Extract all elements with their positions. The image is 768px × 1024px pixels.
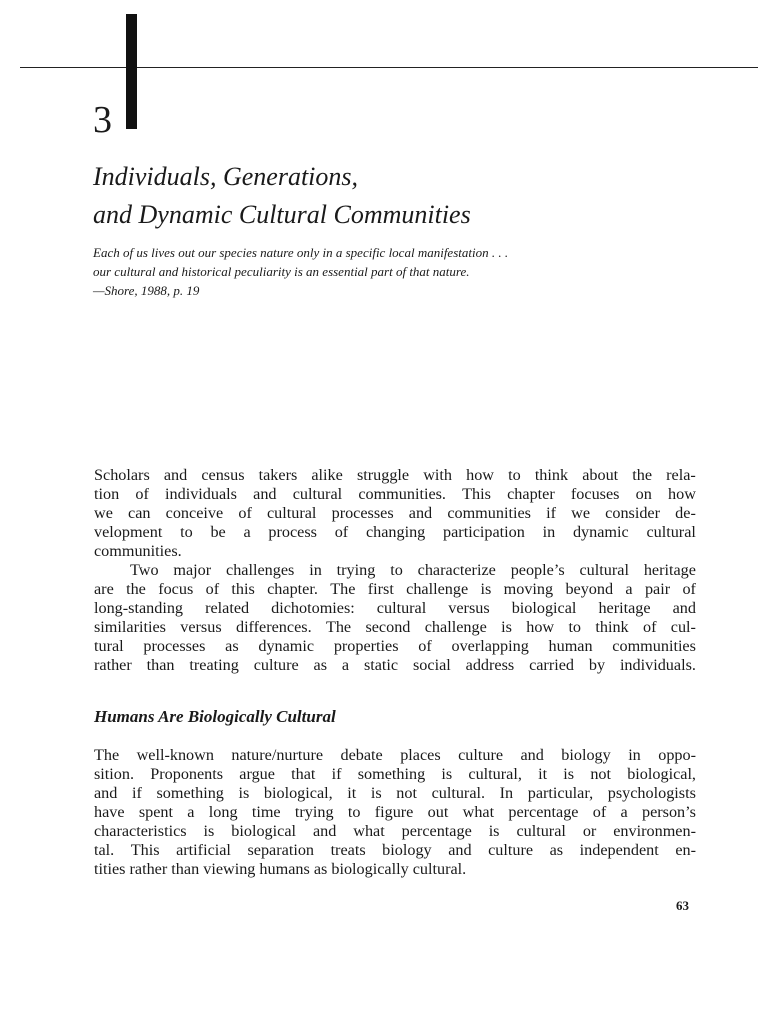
word: on — [635, 485, 652, 503]
word: debate — [340, 746, 383, 764]
word: a — [187, 803, 195, 821]
word: of — [205, 580, 220, 598]
text-line — [94, 637, 696, 656]
word: to — [180, 523, 193, 541]
word: than — [146, 656, 175, 674]
word: Two — [130, 561, 159, 579]
word: culture — [253, 656, 299, 674]
word: focus — [158, 580, 194, 598]
word: en- — [675, 841, 696, 859]
word: think — [595, 618, 629, 636]
word: we — [571, 504, 591, 522]
word: the — [126, 580, 146, 598]
word: and — [408, 504, 433, 522]
word: and — [312, 822, 337, 840]
word: changing — [365, 523, 426, 541]
word: a — [243, 523, 251, 541]
word: processes — [143, 637, 206, 655]
word: what — [353, 822, 385, 840]
word: individuals — [165, 485, 237, 503]
word: Proponents — [150, 765, 224, 783]
word: process — [268, 523, 317, 541]
word: biology — [561, 746, 611, 764]
word: separation — [247, 841, 315, 859]
word: out — [427, 803, 449, 821]
text-line — [94, 580, 696, 599]
word: as — [225, 637, 239, 655]
word: The — [330, 580, 356, 598]
word: This — [462, 485, 491, 503]
word: how — [466, 466, 494, 484]
word: conceive — [165, 504, 224, 522]
intro-paragraph — [94, 466, 696, 561]
word: Scholars — [94, 466, 150, 484]
word: biological, — [627, 765, 696, 783]
word: something — [357, 765, 426, 783]
word: people’s — [510, 561, 565, 579]
word: dynamic — [258, 637, 315, 655]
text-line — [94, 599, 696, 618]
word: trying — [336, 561, 376, 579]
word: cultural — [516, 822, 566, 840]
word: chapter — [507, 485, 555, 503]
word: is — [203, 822, 215, 840]
text-line — [94, 841, 696, 860]
word: heritage — [598, 599, 651, 617]
word: as — [549, 841, 564, 859]
word: how — [668, 485, 696, 503]
word: is — [501, 618, 512, 636]
word: it — [538, 765, 548, 783]
word: environmen- — [613, 822, 696, 840]
word: cultural, — [468, 765, 522, 783]
word: we — [94, 504, 113, 522]
word: carried — [529, 656, 574, 674]
word: is — [441, 765, 453, 783]
word: and — [253, 485, 277, 503]
word: similarities — [94, 618, 166, 636]
word: consider — [605, 504, 661, 522]
word: to — [347, 803, 361, 821]
word: is — [563, 765, 575, 783]
word: of — [334, 523, 349, 541]
word: communities — [612, 637, 696, 655]
word: This — [130, 841, 160, 859]
word: figure — [374, 803, 414, 821]
word: think — [534, 466, 569, 484]
word: struggle — [356, 466, 410, 484]
word: of — [418, 637, 432, 655]
word: something — [156, 784, 224, 802]
word: census — [201, 466, 245, 484]
text-line — [94, 485, 696, 504]
word: oppo- — [658, 746, 696, 764]
word: characterize — [417, 561, 496, 579]
word: The — [325, 618, 352, 636]
epigraph-attribution: —Shore, 1988, p. 19 — [93, 283, 200, 298]
text-line — [94, 784, 696, 803]
word: beyond — [565, 580, 614, 598]
word: particular, — [527, 784, 594, 802]
text-line — [94, 765, 696, 784]
word: challenge — [406, 580, 469, 598]
word: that — [291, 765, 316, 783]
text-line — [94, 523, 696, 542]
word: what — [462, 803, 495, 821]
word: person’s — [641, 803, 696, 821]
word: percentage — [401, 822, 472, 840]
word: biological, — [263, 784, 333, 802]
word: and — [520, 746, 544, 764]
word: biological — [511, 599, 577, 617]
word: culture — [458, 746, 504, 764]
epigraph-line: Each of us lives out our species nature only in a specific local manifestation . . . — [93, 245, 509, 260]
word: with — [423, 466, 452, 484]
text-line — [94, 822, 696, 841]
epigraph-line: our cultural and historical peculiarity is an essential part of that nature. — [93, 264, 470, 279]
text-line — [94, 618, 696, 637]
word: dynamic — [572, 523, 629, 541]
word: tion — [94, 485, 120, 503]
word: is — [480, 580, 492, 598]
text-line — [94, 561, 696, 580]
word: moving — [503, 580, 554, 598]
text-line — [94, 803, 696, 822]
word: artificial — [176, 841, 231, 859]
word: in — [628, 746, 641, 764]
text-line — [94, 746, 696, 765]
word: time — [251, 803, 281, 821]
word: and — [94, 784, 118, 802]
word: differences. — [235, 618, 312, 636]
word: tural — [94, 637, 124, 655]
text-line: communities. — [94, 542, 182, 560]
word: In — [499, 784, 514, 802]
section-heading: Humans Are Biologically Cultural — [94, 707, 336, 726]
word: cul- — [670, 618, 696, 636]
word: rather — [94, 656, 132, 674]
word: processes — [331, 504, 394, 522]
word: tal. — [94, 841, 115, 859]
word: can — [128, 504, 151, 522]
word: to — [508, 466, 521, 484]
word: as — [313, 656, 328, 674]
chapter-title-line: and Dynamic Cultural Communities — [93, 200, 471, 229]
word: challenge — [424, 618, 487, 636]
word: and — [672, 599, 696, 617]
word: de- — [675, 504, 696, 522]
word: address — [465, 656, 515, 674]
word: cultural — [646, 523, 696, 541]
word: of — [682, 580, 696, 598]
word: communities. — [358, 485, 446, 503]
word: second — [365, 618, 411, 636]
word: not — [590, 765, 611, 783]
text-line: tities rather than viewing humans as biologically cultural. — [94, 860, 467, 878]
word: first — [367, 580, 394, 598]
word: biology — [382, 841, 432, 859]
chapter-number: 3 — [93, 99, 112, 141]
word: characteristics — [94, 822, 187, 840]
word: social — [413, 656, 451, 674]
text-line — [94, 466, 696, 485]
word: cultural — [579, 561, 629, 579]
chapter-title — [93, 158, 713, 234]
word: alike — [311, 466, 343, 484]
word: places — [400, 746, 441, 764]
word: of — [135, 485, 149, 503]
word: trying — [294, 803, 334, 821]
word: to — [390, 561, 403, 579]
word: biological — [231, 822, 296, 840]
word: of — [238, 504, 252, 522]
word: cultural — [266, 504, 317, 522]
word: have — [94, 803, 125, 821]
word: argue — [239, 765, 275, 783]
word: dichotomies: — [271, 599, 355, 617]
word: heritage — [643, 561, 696, 579]
word: and — [448, 841, 472, 859]
word: versus — [448, 599, 490, 617]
word: if — [331, 765, 342, 783]
word: versus — [180, 618, 222, 636]
word: in — [309, 561, 322, 579]
word: it — [347, 784, 357, 802]
word: major — [173, 561, 212, 579]
word: the — [632, 466, 653, 484]
word: spent — [138, 803, 174, 821]
word: psychologists — [607, 784, 696, 802]
word: pair — [644, 580, 671, 598]
word: overlapping — [451, 637, 529, 655]
word: in — [542, 523, 556, 541]
nature-nurture-paragraph — [94, 746, 696, 879]
word: is — [488, 822, 500, 840]
word: properties — [333, 637, 399, 655]
word: independent — [579, 841, 659, 859]
word: static — [363, 656, 399, 674]
word: and — [163, 466, 188, 484]
word: individuals. — [619, 656, 696, 674]
word: long-standing — [94, 599, 184, 617]
word: The — [94, 746, 120, 764]
word: this — [231, 580, 255, 598]
word: of — [642, 618, 657, 636]
word: if — [131, 784, 142, 802]
word: sition. — [94, 765, 135, 783]
word: are — [94, 580, 114, 598]
word: how — [526, 618, 555, 636]
word: human — [548, 637, 593, 655]
word: treats — [330, 841, 366, 859]
page-number: 63 — [676, 898, 689, 913]
word: takers — [258, 466, 298, 484]
word: long — [208, 803, 238, 821]
challenges-paragraph — [94, 561, 696, 675]
word: about — [582, 466, 619, 484]
word: percentage — [508, 803, 579, 821]
chapter-marker-bar — [126, 14, 137, 129]
word: cultural — [376, 599, 427, 617]
word: not — [396, 784, 417, 802]
word: communities — [447, 504, 531, 522]
word: nature/nurture — [231, 746, 324, 764]
word: or — [582, 822, 597, 840]
word: culture — [488, 841, 534, 859]
word: well-known — [136, 746, 214, 764]
word: velopment — [94, 523, 163, 541]
word: cultural — [292, 485, 343, 503]
word: related — [205, 599, 250, 617]
word: of — [592, 803, 607, 821]
word: is — [370, 784, 382, 802]
word: chapter. — [267, 580, 318, 598]
word: a — [341, 656, 350, 674]
word: to — [568, 618, 582, 636]
word: rela- — [666, 466, 696, 484]
word: if — [546, 504, 556, 522]
word: participation — [443, 523, 525, 541]
word: is — [238, 784, 250, 802]
epigraph — [93, 243, 653, 300]
word: focuses — [570, 485, 620, 503]
word: a — [625, 580, 633, 598]
word: treating — [189, 656, 239, 674]
word: be — [210, 523, 226, 541]
word: challenges — [226, 561, 295, 579]
text-line — [94, 656, 696, 675]
text-line — [94, 504, 696, 523]
word: cultural. — [431, 784, 486, 802]
chapter-title-line: Individuals, Generations, — [93, 162, 359, 191]
word: a — [620, 803, 628, 821]
word: by — [588, 656, 606, 674]
